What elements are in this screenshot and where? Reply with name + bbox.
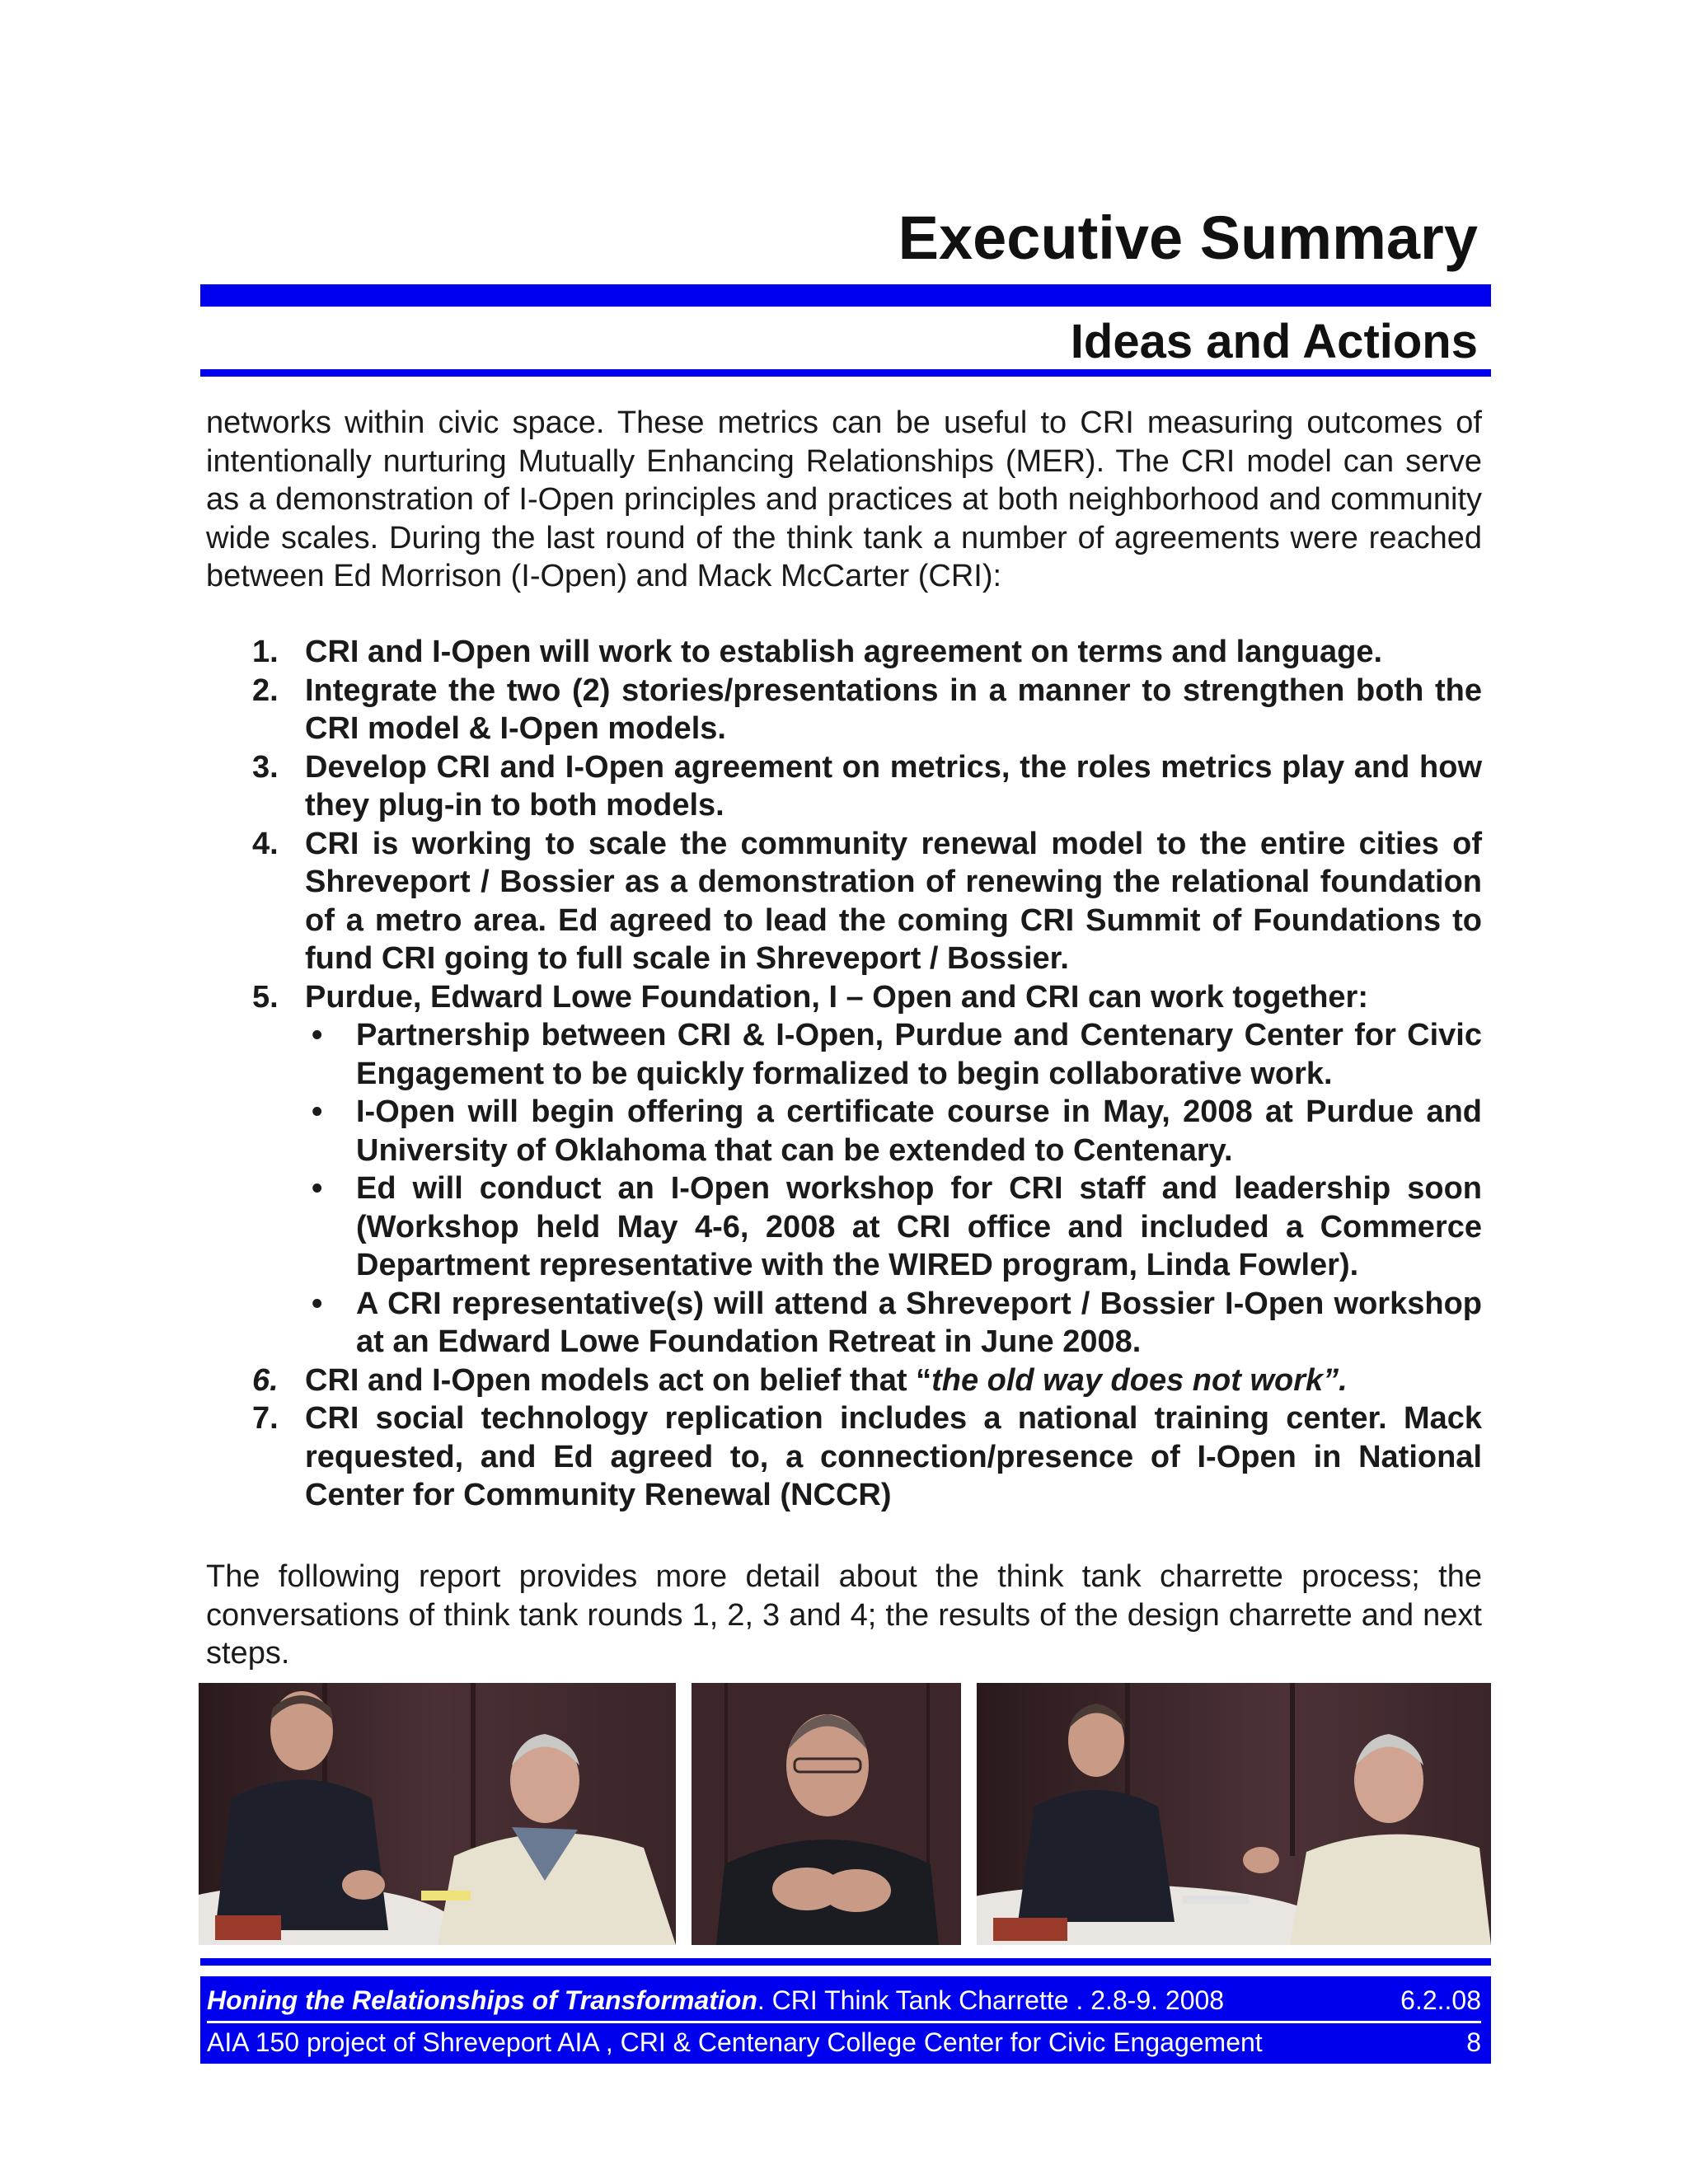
- item-text: CRI social technology replication includes a national training center. Mack requested, and Ed agreed to, a connection/presence of I-Open in National Center for Community Renewal (NCCR): [305, 1401, 1482, 1512]
- photo-two-men-talking: [199, 1683, 676, 1945]
- sub-item: [305, 1093, 1482, 1169]
- list-item: [206, 748, 1482, 825]
- footer-report-title: Honing the Relationships of Transformation: [207, 1985, 757, 2015]
- footer-row-2: [207, 2021, 1481, 2061]
- item-number: 2.: [252, 673, 279, 708]
- item-text: CRI and I-Open models act on belief that “: [305, 1362, 932, 1398]
- title-rule-thick: [200, 284, 1491, 307]
- footer-citation: [207, 1981, 1224, 2019]
- item-number: 6.: [252, 1362, 279, 1398]
- footer-rule: [200, 1958, 1491, 1966]
- sub-item-text: I-Open will begin offering a certificate course in May, 2008 at Purdue and University of Oklahoma that can be extended to Centenary.: [356, 1094, 1482, 1168]
- footer-project: AIA 150 project of Shreveport AIA , CRI & Centenary College Center for Civic Engagement: [207, 2027, 1263, 2057]
- sub-item-text: Partnership between CRI & I-Open, Purdue and Centenary Center for Civic Engagement to be quickly formalized to begin collaborative work.: [356, 1018, 1482, 1091]
- list-item: [206, 1361, 1482, 1400]
- item-number: 4.: [252, 826, 279, 861]
- item-text-emphasis: the old way does not work”.: [931, 1362, 1348, 1398]
- bullet-icon: •: [312, 1286, 323, 1321]
- bullet-icon: •: [312, 1094, 323, 1129]
- item-text: Integrate the two (2) stories/presentations in a manner to strengthen both the CRI model & I-Open models.: [305, 673, 1482, 746]
- sub-item: [305, 1169, 1482, 1285]
- list-item: [206, 1399, 1482, 1515]
- list-item: [206, 672, 1482, 748]
- intro-paragraph: networks within civic space. These metrics can be useful to CRI measuring outcomes of intentionally nurturing Mutually Enhancing Relationships (MER). The CRI model can serve as a demonstration of I-Open principles and practices at both neighborhood and community wide scales. During the last round of the think tank a number of agreements were reached between Ed Morrison (I-Open) and Mack McCarter (CRI):: [206, 405, 1482, 593]
- item-number: 7.: [252, 1401, 279, 1436]
- sub-item: [305, 1016, 1482, 1093]
- footer-row-1: [207, 1981, 1481, 2019]
- sub-list: [305, 1016, 1482, 1361]
- list-item: [206, 978, 1482, 1361]
- item-number: 1.: [252, 635, 279, 669]
- page-number: 8: [1466, 2027, 1481, 2057]
- sub-item: [305, 1285, 1482, 1361]
- item-number: 3.: [252, 749, 279, 785]
- footer-date: 6.2..08: [1400, 1985, 1481, 2015]
- item-number: 5.: [252, 979, 279, 1015]
- footer-event: . CRI Think Tank Charrette . 2.8-9. 2008: [757, 1985, 1225, 2015]
- section-title: Ideas and Actions: [1070, 315, 1478, 368]
- sub-item-text: A CRI representative(s) will attend a Shreveport / Bossier I-Open workshop at an Edward Lowe Foundation Retreat in June 2008.: [356, 1286, 1482, 1359]
- photo-man-speaking: [692, 1683, 961, 1945]
- item-text: Develop CRI and I-Open agreement on metrics, the roles metrics play and how they plug-in to both models.: [305, 749, 1482, 823]
- item-text: CRI is working to scale the community renewal model to the entire cities of Shreveport / Bossier as a demonstration of renewing the relational foundation of a metro area. Ed agreed to lead the coming CRI Summit of Foundations to fund CRI going to full scale in Shreveport / Bossier.: [305, 826, 1482, 976]
- sub-item-text: Ed will conduct an I-Open workshop for CRI staff and leadership soon (Workshop held May 4-6, 2008 at CRI office and included a Commerce Department representative with the WIRED program, Linda Fowler).: [356, 1171, 1482, 1282]
- closing-paragraph: The following report provides more detail about the think tank charrette process; the conversations of think tank rounds 1, 2, 3 and 4; the results of the design charrette and next steps.: [206, 1559, 1482, 1671]
- photo-two-men-discussion: [977, 1683, 1491, 1945]
- bullet-icon: •: [312, 1171, 323, 1206]
- item-text: Purdue, Edward Lowe Foundation, I – Open and CRI can work together:: [305, 979, 1368, 1015]
- agreements-list: [206, 633, 1482, 1515]
- list-item: [206, 825, 1482, 978]
- section-rule: [200, 369, 1491, 377]
- item-text: CRI and I-Open will work to establish agreement on terms and language.: [305, 635, 1383, 669]
- list-item: [206, 633, 1482, 672]
- bullet-icon: •: [312, 1018, 323, 1052]
- page-title: Executive Summary: [898, 204, 1478, 272]
- footer: [200, 1976, 1491, 2064]
